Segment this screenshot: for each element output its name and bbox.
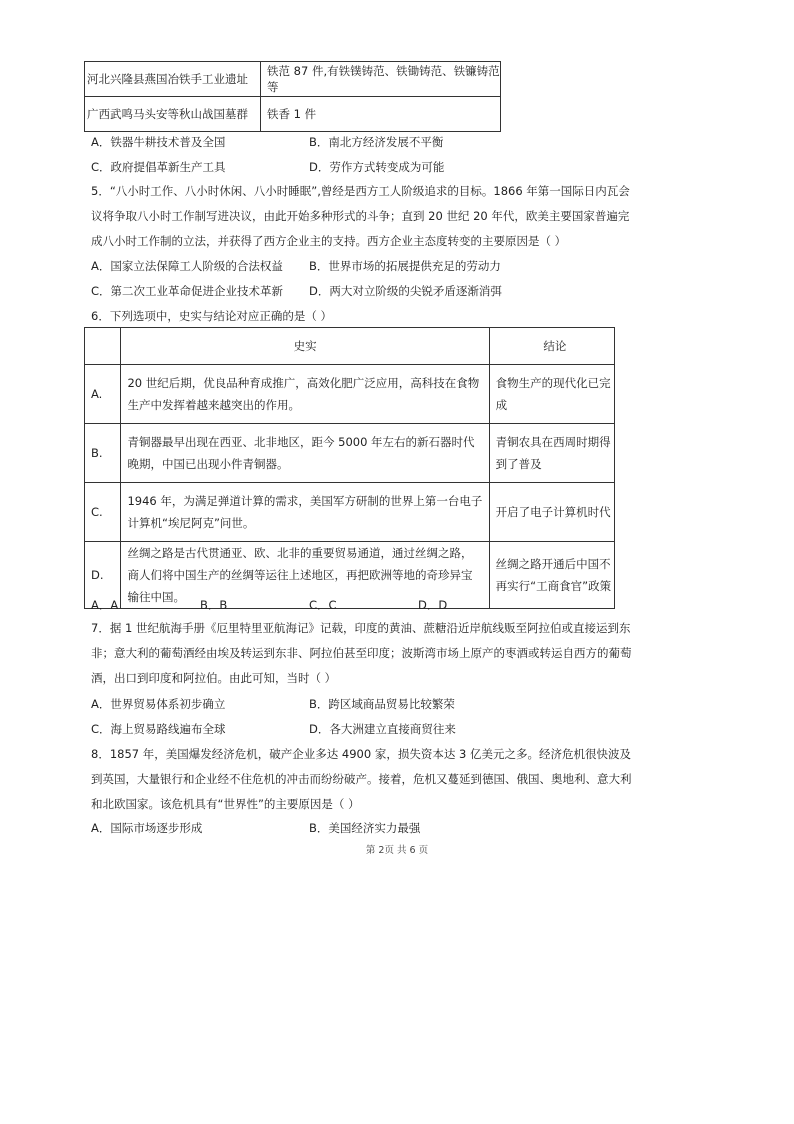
q5-option-d[interactable]: D．两大对立阶级的尖锐矛盾逐渐消弭 <box>309 284 502 298</box>
row-label: C. <box>85 483 121 542</box>
finds-cell: 铁范 87 件,有铁镤铸范、铁锄铸范、铁镰铸范等 <box>261 62 501 97</box>
q8-option-b[interactable]: B．美国经济实力最强 <box>309 821 421 835</box>
q8-stem-line: 到英国，大量银行和企业经不住危机的冲击而纷纷破产。接着，危机又蔓延到德国、俄国、奥地利、意大利 <box>91 772 632 786</box>
q6-option-d[interactable]: D．D <box>418 598 448 612</box>
q5-option-c[interactable]: C．第二次工业革命促进企业技术革新 <box>91 284 284 298</box>
conclusion-cell: 食物生产的现代化已完成 <box>489 365 614 424</box>
site-cell: 广西武鸣马头安等秋山战国墓群 <box>85 97 261 132</box>
q7-option-b[interactable]: B．跨区域商品贸易比较繁荣 <box>309 697 455 711</box>
q7-option-a[interactable]: A．世界贸易体系初步确立 <box>91 697 226 711</box>
fact-cell: 1946 年，为满足弹道计算的需求，美国军方研制的世界上第一台电子计算机“埃尼阿克”问世。 <box>121 483 489 542</box>
finds-cell: 铁香 1 件 <box>261 97 501 132</box>
table-row <box>85 97 501 132</box>
page-footer: 第 2页 共 6 页 <box>365 845 429 856</box>
q7-option-d[interactable]: D．各大洲建立直接商贸往来 <box>309 722 456 736</box>
label-header-cell <box>85 328 121 365</box>
fact-cell: 20 世纪后期，优良品种育成推广，高效化肥广泛应用，高科技在食物生产中发挥着越来越突出的作用。 <box>121 365 489 424</box>
q5-stem-line: 议将争取八小时工作制写进决议，由此开始多种形式的斗争；直到 20 世纪 20 年代，欧美主要国家普遍完 <box>91 209 630 223</box>
table-row <box>85 483 615 542</box>
row-label: B. <box>85 424 121 483</box>
q7-stem-line: 非；意大利的葡萄酒经由埃及转运到东非、阿拉伯甚至印度；波斯湾市场上原产的枣酒或转运自西方的葡萄 <box>91 646 632 660</box>
fact-cell: 青铜器最早出现在西亚、北非地区，距今 5000 年左右的新石器时代晚期，中国已出现小件青铜器。 <box>121 424 489 483</box>
conclusion-header: 结论 <box>489 328 614 365</box>
fact-cell: 丝绸之路是古代贯通亚、欧、北非的重要贸易通道，通过丝绸之路，商人们将中国生产的丝绸等运往上述地区，再把欧洲等地的奇珍异宝输往中国。 <box>121 542 489 609</box>
fact-header: 史实 <box>121 328 489 365</box>
q4-option-a[interactable]: A．铁器牛耕技术普及全国 <box>91 135 226 149</box>
conclusion-cell: 青铜农具在西周时期得到了普及 <box>489 424 614 483</box>
q8-stem-line: 8．1857 年，美国爆发经济危机，破产企业多达 4900 家，损失资本达 3 亿美元之多。经济危机很快波及 <box>91 747 631 761</box>
q6-stem: 6．下列选项中，史实与结论对应正确的是（ ） <box>91 309 332 323</box>
facts-table <box>84 327 615 609</box>
table-row <box>85 365 615 424</box>
conclusion-cell: 开启了电子计算机时代 <box>489 483 614 542</box>
q7-option-c[interactable]: C．海上贸易路线遍布全球 <box>91 722 226 736</box>
q4-option-d[interactable]: D．劳作方式转变成为可能 <box>309 160 445 174</box>
q7-stem-line: 7．据 1 世纪航海手册《厄里特里亚航海记》记载，印度的黄油、蔗糖沿近岸航线贩至阿拉伯或直接运到东 <box>91 621 631 635</box>
q6-option-c[interactable]: C．C <box>309 598 337 612</box>
table-row <box>85 542 615 609</box>
q8-stem-line: 和北欧国家。该危机具有“世界性”的主要原因是（ ） <box>91 797 360 811</box>
q6-option-a[interactable]: A．A <box>91 598 119 612</box>
q5-option-a[interactable]: A．国家立法保障工人阶级的合法权益 <box>91 259 283 273</box>
row-label: A. <box>85 365 121 424</box>
table-row <box>85 424 615 483</box>
q4-option-c[interactable]: C．政府提倡革新生产工具 <box>91 160 226 174</box>
q8-option-a[interactable]: A．国际市场逐步形成 <box>91 821 203 835</box>
conclusion-cell: 丝绸之路开通后中国不再实行“工商食官”政策 <box>489 542 614 609</box>
row-label: D. <box>85 542 121 609</box>
q5-option-b[interactable]: B．世界市场的拓展提供充足的劳动力 <box>309 259 501 273</box>
q5-stem-line: 成八小时工作制的立法，并获得了西方企业主的支持。西方企业主态度转变的主要原因是（ ） <box>91 234 567 248</box>
table-row <box>85 62 501 97</box>
site-cell: 河北兴隆县燕国冶铁手工业遗址 <box>85 62 261 97</box>
table-header-row <box>85 328 615 365</box>
q5-stem-line: 5．“八小时工作、八小时休闲、八小时睡眠”,曾经是西方工人阶级追求的目标。1866 年第一国际日内瓦会 <box>91 184 630 198</box>
q7-stem-line: 酒，出口到印度和阿拉伯。由此可知，当时（ ） <box>91 671 337 685</box>
q4-option-b[interactable]: B．南北方经济发展不平衡 <box>309 135 444 149</box>
finds-table <box>84 61 501 132</box>
q6-option-b[interactable]: B．B <box>200 598 228 612</box>
